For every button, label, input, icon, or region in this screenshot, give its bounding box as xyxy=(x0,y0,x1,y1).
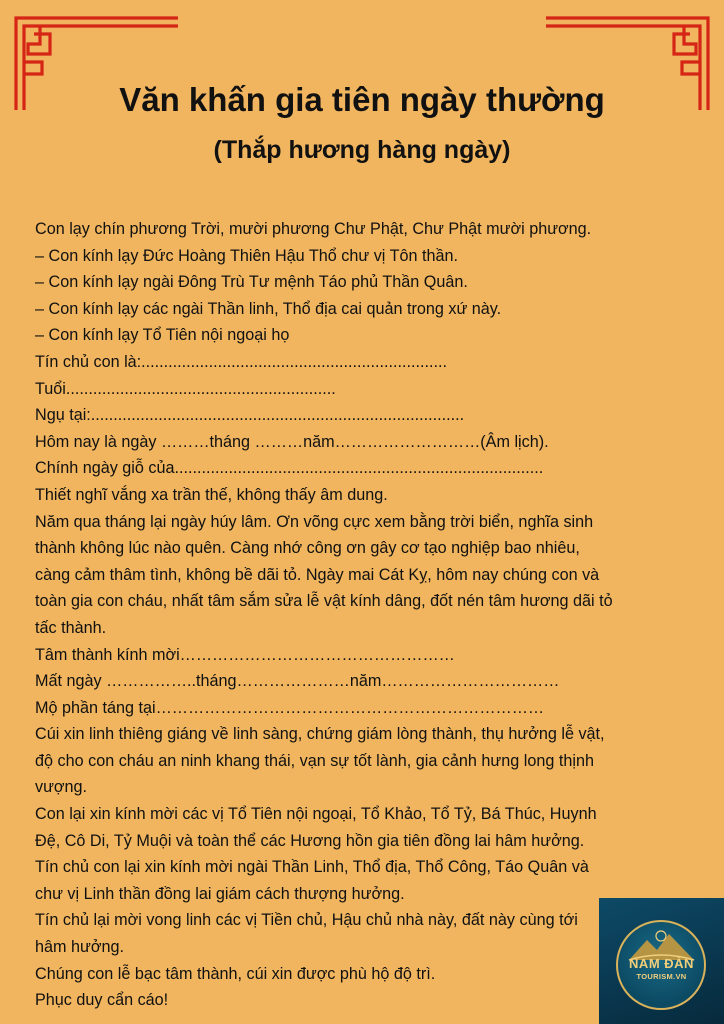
body-line: Tâm thành kính mời…………………………………………… xyxy=(35,645,455,664)
body-line: Mất ngày ……………..tháng…………………năm…………………………… xyxy=(35,672,560,691)
document-subtitle: (Thắp hương hàng ngày) xyxy=(213,136,511,164)
body-line: tấc thành. xyxy=(35,618,107,637)
body-line: – Con kính lạy ngài Đông Trù Tư mệnh Táo phủ Thần Quân. xyxy=(35,273,468,292)
logo-brand-name: NAM ĐÀN xyxy=(629,956,694,971)
body-line: hâm hưởng. xyxy=(35,938,124,957)
body-line: Cúi xin linh thiêng giáng về linh sàng, chứng giám lòng thành, thụ hưởng lễ vật, xyxy=(35,725,605,744)
body-line: Tín chủ lại mời vong linh các vị Tiền chủ, Hậu chủ nhà này, đất này cùng tới xyxy=(35,911,578,930)
body-line: Phục duy cẩn cáo! xyxy=(35,991,169,1010)
body-line: Ngụ tại:................................................................................... xyxy=(35,406,465,425)
body-line: Tuổi............................................................ xyxy=(35,379,336,398)
document-body xyxy=(35,216,705,1014)
body-line: – Con kính lạy các ngài Thần linh, Thổ địa cai quản trong xứ này. xyxy=(35,299,502,318)
body-line: – Con kính lạy Đức Hoàng Thiên Hậu Thổ chư vị Tôn thần. xyxy=(35,246,459,265)
body-line: Chính ngày giỗ của.................................................................................. xyxy=(35,459,544,478)
body-line: Tín chủ con là:.................................................................... xyxy=(35,352,447,371)
body-line: Tín chủ con lại xin kính mời ngài Thần Linh, Thổ địa, Thổ Công, Táo Quân và xyxy=(35,858,589,877)
body-line: Con lạy chín phương Trời, mười phương Chư Phật, Chư Phật mười phương. xyxy=(35,220,592,238)
body-line: Hôm nay là ngày ………tháng ………năm………………………(Âm lịch). xyxy=(35,432,549,451)
body-line: toàn gia con cháu, nhất tâm sắm sửa lễ vật kính dâng, đốt nén tâm hương dãi tỏ xyxy=(35,592,613,611)
document-title: Văn khấn gia tiên ngày thường xyxy=(119,81,605,118)
body-line: – Con kính lạy Tổ Tiên nội ngoại họ xyxy=(35,326,290,345)
body-line: Chúng con lễ bạc tâm thành, cúi xin được phù hộ độ trì. xyxy=(35,964,436,983)
body-line: độ cho con cháu an ninh khang thái, vạn sự tốt lành, gia cảnh hưng long thịnh xyxy=(35,751,594,770)
body-line: càng cảm thâm tình, không bề dãi tỏ. Ngày mai Cát Kỵ, hôm nay chúng con và xyxy=(35,565,600,584)
body-line: chư vị Linh thần đồng lai giám cách thượng hưởng. xyxy=(35,884,405,903)
body-line: thành không lúc nào quên. Càng nhớ công ơn gây cơ tạo nghiệp bao nhiêu, xyxy=(35,539,580,558)
body-line: Thiết nghĩ vắng xa trần thế, không thấy âm dung. xyxy=(35,485,388,504)
logo-brand-site: TOURISM.VN xyxy=(636,972,687,981)
body-line: vượng. xyxy=(35,778,88,797)
body-line: Con lại xin kính mời các vị Tổ Tiên nội ngoại, Tổ Khảo, Tổ Tỷ, Bá Thúc, Huynh xyxy=(35,805,597,824)
body-line: Mộ phần táng tại……………………………………………………………… xyxy=(35,698,545,717)
brand-logo xyxy=(599,898,724,1024)
body-line: Năm qua tháng lại ngày húy lâm. Ơn võng cực xem bằng trời biển, nghĩa sinh xyxy=(35,512,594,531)
body-line: Đệ, Cô Di, Tỷ Muội và toàn thể các Hương hồn gia tiên đồng lai hâm hưởng. xyxy=(35,831,585,850)
